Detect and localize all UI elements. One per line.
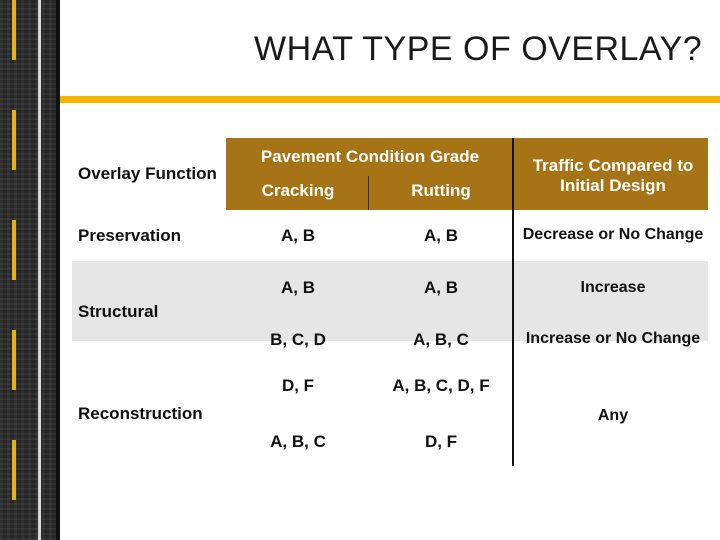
column-divider [512, 138, 514, 470]
header-traffic-label: Traffic Compared to Initial Design [532, 156, 694, 195]
header-function [78, 154, 226, 194]
page-title [254, 30, 702, 69]
row-function [78, 296, 228, 328]
header-condition-grade [228, 142, 512, 172]
cell-text: Decrease or No Change [522, 226, 704, 243]
cell-text: D, F [424, 432, 458, 451]
cell-text: A, B, C [270, 432, 326, 451]
row-rutting [370, 272, 512, 304]
cell-text: A, B [424, 226, 458, 245]
row-cracking [228, 370, 368, 402]
header-condition-grade-label: Pavement Condition Grade [260, 147, 480, 166]
row-traffic [520, 212, 706, 258]
road-strip-decoration [0, 0, 60, 540]
row-cracking [228, 272, 368, 304]
accent-band-top [60, 96, 720, 103]
cell-text: A, B, C [413, 330, 469, 349]
cell-text: A, B [424, 278, 458, 297]
cell-text: Preservation [78, 226, 181, 245]
header-cracking-label: Cracking [261, 181, 335, 200]
edge-line [38, 0, 41, 540]
cell-text: Reconstruction [78, 404, 203, 423]
cell-text: Structural [78, 302, 159, 321]
header-cracking [228, 176, 368, 206]
lane-marking [12, 330, 16, 390]
accent-band-bottom [60, 466, 720, 473]
row-cracking [228, 426, 368, 458]
cell-text: Any [597, 407, 629, 424]
cell-text: D, F [281, 376, 315, 395]
row-cracking [228, 324, 368, 356]
lane-marking [12, 220, 16, 280]
lane-marking [12, 0, 16, 60]
page-title-text: WHAT TYPE OF OVERLAY? [254, 30, 703, 68]
cell-text: Increase or No Change [525, 330, 701, 347]
lane-marking [12, 440, 16, 500]
row-traffic [520, 400, 706, 432]
row-rutting [370, 220, 512, 252]
cell-text: A, B [281, 278, 315, 297]
header-rutting-label: Rutting [411, 181, 471, 200]
overlay-table [72, 138, 708, 470]
cell-text: A, B, C, D, F [392, 376, 490, 395]
header-function-label: Overlay Function [78, 164, 217, 183]
header-traffic [520, 146, 706, 206]
lane-marking [12, 110, 16, 170]
cell-text: A, B [281, 226, 315, 245]
row-rutting [370, 370, 512, 402]
cell-text: B, C, D [270, 330, 326, 349]
row-rutting [370, 324, 512, 356]
row-rutting [370, 426, 512, 458]
row-cracking [228, 220, 368, 252]
row-function [78, 220, 228, 252]
row-traffic [520, 316, 706, 362]
cell-text: Increase [580, 279, 646, 296]
row-traffic [520, 272, 706, 304]
row-function [78, 398, 228, 430]
header-rutting [370, 176, 512, 206]
subheader-divider [368, 176, 369, 210]
